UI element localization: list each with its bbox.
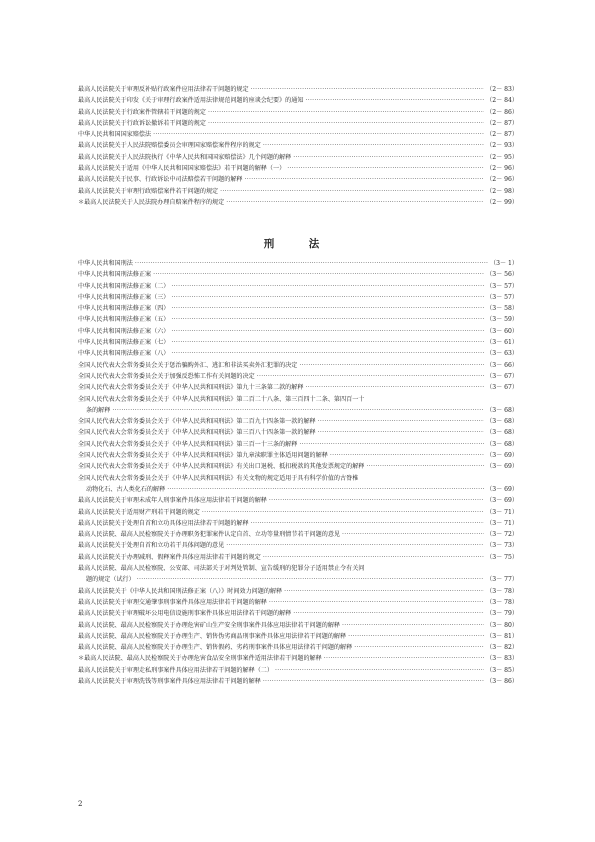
dot-leader — [171, 348, 484, 359]
toc-entry-page: （3－ 63） — [486, 350, 518, 358]
toc-entry[interactable] — [78, 382, 518, 393]
toc-entry-page: （3－ 82） — [486, 644, 518, 652]
toc-entry-title: 中华人民共和国刑法修正案（五） — [78, 316, 170, 324]
toc-entry-page: （3－ 58） — [486, 305, 518, 313]
dot-leader — [293, 608, 484, 619]
toc-entry[interactable] — [78, 507, 518, 518]
page-number: 2 — [78, 800, 83, 808]
toc-entry[interactable] — [78, 608, 518, 619]
toc-entry-title: ＊最高人民法院关于人民法院办理自赔案件程序的规定 — [78, 198, 225, 206]
toc-entry-title: 中华人民共和国刑法修正案（六） — [78, 327, 170, 335]
toc-entry-title: 中华人民共和国刑法修正案 — [78, 271, 152, 279]
toc-entry-page: （3－ 56） — [486, 271, 518, 279]
toc-entry-title: 最高人民法院关于适用财产刑若干问题的规定 — [78, 508, 200, 516]
toc-entry-title-continued: 题的规定（试行） — [86, 576, 135, 584]
toc-entry-title: 最高人民法院关于人民法院赔偿委员会审理国家赔偿案件程序的规定 — [78, 142, 261, 150]
toc-entry-title: 最高人民法院、最高人民检察院关于办理生产、销售假药、劣药刑事案件具体应用法律若干问题的解释 — [78, 644, 353, 652]
toc-entry[interactable] — [78, 84, 518, 95]
section-title-criminal-law: 刑 法 — [263, 238, 332, 250]
dot-leader — [318, 416, 484, 427]
toc-entry-page: （3－ 71） — [486, 519, 518, 527]
toc-entry-title: 最高人民法院关于人民法院执行《中华人民共和国国家赔偿法》几个问题的解释 — [78, 153, 292, 161]
toc-entry-page: （3－ 57） — [486, 293, 518, 301]
toc-entry-page: （3－ 72） — [486, 531, 518, 539]
toc-entry[interactable] — [78, 540, 518, 551]
toc-entry-title: 全国人民代表大会常务委员会关于《中华人民共和国刑法》第九章渎职罪主体适用问题的解释 — [78, 452, 328, 460]
dot-leader — [171, 292, 484, 303]
dot-leader — [226, 197, 484, 208]
toc-entry-title: 全国人民代表大会常务委员会关于《中华人民共和国刑法》第二百九十四条第一款的解释 — [78, 418, 316, 426]
toc-entry-title: 最高人民法院关于审理破坏公用电信设施刑事案件具体应用法律若干问题的解释 — [78, 610, 292, 618]
toc-entry[interactable] — [78, 586, 518, 597]
toc-entry-title: 中华人民共和国国家赔偿法 — [78, 131, 152, 139]
toc-entry-page: （3－ 1） — [490, 260, 518, 267]
dot-leader — [324, 653, 484, 664]
toc-entry[interactable] — [78, 620, 518, 631]
toc-entry-page: （3－ 81） — [486, 632, 518, 640]
toc-entry[interactable] — [78, 574, 518, 585]
dot-leader — [112, 405, 484, 416]
dot-leader — [208, 107, 484, 118]
dot-leader — [135, 258, 488, 269]
dot-leader — [348, 631, 484, 642]
toc-entry-title: 最高人民法院关于审理洗钱等刑事案件具体应用法律若干问题的解释 — [78, 677, 261, 685]
toc-entry[interactable] — [78, 95, 518, 106]
toc-entry-page: （3－ 77） — [486, 576, 518, 584]
toc-entry-page: （2－ 96） — [486, 176, 518, 184]
toc-entry[interactable] — [78, 348, 518, 359]
toc-entry[interactable] — [78, 653, 518, 664]
toc-entry-page: （2－ 95） — [486, 153, 518, 161]
toc-entry-title: 最高人民法院关于审理行政赔偿案件若干问题的规定 — [78, 187, 219, 195]
toc-entry[interactable] — [78, 174, 518, 185]
toc-entry[interactable] — [78, 665, 518, 676]
toc-entry-title: 中华人民共和国刑法 — [78, 260, 133, 267]
toc-entry-page: （3－ 78） — [486, 598, 518, 606]
toc-entry-title: 最高人民法院关于《中华人民共和国刑法修正案（八）》时间效力问题的解释 — [78, 587, 283, 595]
dot-leader — [137, 574, 484, 585]
toc-entry-title: 最高人民法院关于适用《中华人民共和国国家赔偿法》若干问题的解释（一） — [78, 165, 286, 173]
dot-leader — [305, 95, 484, 106]
toc-entry-title: 最高人民法院关于印发《关于审理行政案件适用法律规范问题的座谈会纪要》的通知 — [78, 97, 304, 105]
toc-entry[interactable] — [78, 360, 518, 371]
toc-entry-title: 最高人民法院关于审理未成年人刑事案件具体应用法律若干问题的解释 — [78, 497, 267, 505]
toc-entry[interactable] — [78, 484, 518, 495]
toc-entry-page: （3－ 83） — [486, 655, 518, 663]
toc-entry-page: （3－ 68） — [486, 440, 518, 448]
toc-entry-title: 中华人民共和国刑法修正案（二） — [78, 282, 170, 290]
toc-entry-title: 最高人民法院、最高人民检察院关于办理职务犯罪案件认定自首、立功等量刑情节若干问题的意见 — [78, 531, 341, 539]
toc-entry-page: （3－ 57） — [486, 282, 518, 290]
toc-entry[interactable] — [78, 163, 518, 174]
toc-entry-page: （3－ 59） — [486, 316, 518, 324]
toc-entry[interactable] — [78, 292, 518, 303]
dot-leader — [171, 314, 484, 325]
toc-entry[interactable] — [78, 495, 518, 506]
toc-entry-title: 最高人民法院关于审理反补贴行政案件应用法律若干问题的规定 — [78, 86, 249, 93]
toc-entry[interactable] — [78, 281, 518, 292]
toc-entry[interactable] — [78, 416, 518, 427]
dot-leader — [226, 540, 484, 551]
dot-leader — [153, 269, 484, 280]
toc-entry-page: （3－ 69） — [486, 452, 518, 460]
toc-entry-title: 最高人民法院、最高人民检察院关于办理生产、销售伪劣商品刑事案件具体应用法律若干问题的解释 — [78, 632, 347, 640]
dot-leader — [299, 360, 484, 371]
toc-entry-title: 最高人民法院、最高人民检察院、公安部、司法部关于对判处管制、宣告缓刑的犯罪分子适用禁止令有关问 — [78, 565, 365, 573]
toc-entry[interactable] — [78, 107, 518, 118]
toc-entry-page: （2－ 99） — [486, 198, 518, 206]
toc-entry-page: （2－ 84） — [486, 97, 518, 105]
toc-entry-page: （2－ 83） — [486, 86, 518, 93]
toc-entry-page: （3－ 73） — [486, 542, 518, 550]
dot-leader — [251, 84, 485, 95]
toc-entry-title: 中华人民共和国刑法修正案（七） — [78, 339, 170, 347]
toc-entry-page: （3－ 86） — [486, 677, 518, 685]
toc-entry[interactable] — [78, 597, 518, 608]
dot-leader — [269, 597, 484, 608]
toc-entry[interactable] — [78, 129, 518, 140]
toc-entry-line — [78, 394, 518, 405]
toc-entry-page: （3－ 68） — [486, 418, 518, 426]
toc-entry-line — [78, 563, 518, 574]
toc-entry-page: （2－ 86） — [486, 108, 518, 116]
toc-entry-title: 最高人民法院关于民事、行政诉讼中司法赔偿若干问题的解释 — [78, 176, 243, 184]
dot-leader — [269, 495, 484, 506]
dot-leader — [366, 461, 484, 472]
toc-entry-page: （3－ 68） — [486, 406, 518, 414]
dot-leader — [342, 620, 484, 631]
dot-leader — [245, 174, 485, 185]
toc-entry-title: 最高人民法院关于行政诉讼撤诉若干问题的规定 — [78, 119, 206, 127]
dot-leader — [263, 552, 484, 563]
toc-entry[interactable] — [78, 642, 518, 653]
toc-entry[interactable] — [78, 371, 518, 382]
dot-leader — [263, 140, 484, 151]
dot-leader — [171, 281, 484, 292]
dot-leader — [257, 371, 484, 382]
dot-leader — [167, 484, 484, 495]
toc-entry[interactable] — [78, 439, 518, 450]
dot-leader — [293, 152, 484, 163]
dot-leader — [208, 118, 484, 129]
toc-entry-page: （3－ 69） — [486, 485, 518, 493]
toc-entry[interactable] — [78, 631, 518, 642]
toc-entry-title: 中华人民共和国刑法修正案（四） — [78, 305, 170, 313]
toc-entry-page: （3－ 79） — [486, 610, 518, 618]
toc-entry[interactable] — [78, 140, 518, 151]
toc-entry-title: 最高人民法院关于处理自首和立功若干具体问题的意见 — [78, 542, 225, 550]
dot-leader — [220, 186, 484, 197]
toc-entry-title-continued: 动物化石、古人类化石的解释 — [86, 485, 166, 493]
toc-entry-title: 最高人民法院、最高人民检察院关于办理危害矿山生产安全刑事案件具体应用法律若干问题的解释 — [78, 621, 341, 629]
toc-entry-page: （2－ 87） — [486, 119, 518, 127]
toc-entry-page: （3－ 85） — [486, 666, 518, 674]
toc-entry[interactable] — [78, 258, 518, 269]
toc-entry-page: （3－ 67） — [486, 372, 518, 380]
dot-leader — [299, 439, 484, 450]
toc-entry-title-continued: 条的解释 — [86, 406, 111, 414]
dot-leader — [251, 518, 485, 529]
toc-entry-page: （3－ 75） — [486, 553, 518, 561]
toc-entry-page: （3－ 71） — [486, 508, 518, 516]
toc-entry-title: 全国人民代表大会常务委员会关于《中华人民共和国刑法》第三百八十四条第一款的解释 — [78, 429, 316, 437]
toc-entry-title: 最高人民法院关于行政案件管辖若干问题的规定 — [78, 108, 206, 116]
toc-entry[interactable] — [78, 337, 518, 348]
toc-entry-title: 全国人民代表大会常务委员会关于《中华人民共和国刑法》第九十三条第二款的解释 — [78, 384, 304, 392]
toc-entry[interactable] — [78, 518, 518, 529]
toc-entry-page: （3－ 61） — [486, 339, 518, 347]
toc-entry[interactable] — [78, 197, 518, 208]
toc-entry[interactable] — [78, 314, 518, 325]
toc-entry[interactable] — [78, 152, 518, 163]
toc-entry-page: （2－ 93） — [486, 142, 518, 150]
toc-entry-title: 最高人民法院关于处理自首和立功具体应用法律若干问题的解释 — [78, 519, 249, 527]
toc-entry-page: （3－ 80） — [486, 621, 518, 629]
toc-entry-page: （3－ 60） — [486, 327, 518, 335]
toc-entry[interactable] — [78, 552, 518, 563]
toc-entry[interactable] — [78, 676, 518, 687]
toc-entry-page: （2－ 98） — [486, 187, 518, 195]
toc-entry-page: （2－ 96） — [486, 165, 518, 173]
toc-entry-title: 全国人民代表大会常务委员会关于惩治骗购外汇、逃汇和非法买卖外汇犯罪的决定 — [78, 361, 298, 369]
dot-leader — [171, 326, 484, 337]
toc-entry-title: 全国人民代表大会常务委员会关于《中华人民共和国刑法》有关文物的规定适用于具有科学价值的古脊椎 — [78, 474, 359, 482]
dot-leader — [275, 665, 484, 676]
toc-entry[interactable] — [78, 405, 518, 416]
toc-entry[interactable] — [78, 461, 518, 472]
dot-leader — [263, 676, 484, 687]
toc-entry-page: （2－ 87） — [486, 131, 518, 139]
toc-entry-title: 全国人民代表大会常务委员会关于《中华人民共和国刑法》第二百二十八条、第三百四十二条、第四百一十 — [78, 395, 365, 403]
toc-entry-page: （3－ 69） — [486, 497, 518, 505]
toc-entry-page: （3－ 68） — [486, 429, 518, 437]
toc-entry[interactable] — [78, 326, 518, 337]
toc-entry-title: 中华人民共和国刑法修正案（八） — [78, 350, 170, 358]
toc-entry-title: 最高人民法院关于办理减刑、假释案件具体应用法律若干问题的规定 — [78, 553, 261, 561]
toc-entry-title: 最高人民法院关于审理交通肇事刑事案件具体应用法律若干问题的解释 — [78, 598, 267, 606]
dot-leader — [354, 642, 484, 653]
dot-leader — [202, 507, 484, 518]
toc-entry[interactable] — [78, 269, 518, 280]
toc-entry-title: 全国人民代表大会常务委员会关于《中华人民共和国刑法》第三百一十三条的解释 — [78, 440, 298, 448]
dot-leader — [153, 129, 484, 140]
toc-entry[interactable] — [78, 303, 518, 314]
toc-entry[interactable] — [78, 450, 518, 461]
dot-leader — [318, 427, 484, 438]
toc-entry-title: 中华人民共和国刑法修正案（三） — [78, 293, 170, 301]
toc-entry[interactable] — [78, 186, 518, 197]
toc-list-administrative — [78, 84, 518, 208]
toc-entry-page: （3－ 67） — [486, 384, 518, 392]
toc-entry-title: 全国人民代表大会常务委员会关于《中华人民共和国刑法》有关出口退税、抵扣税款的其他发票规定的解释 — [78, 463, 365, 471]
dot-leader — [305, 382, 484, 393]
dot-leader — [284, 586, 484, 597]
dot-leader — [287, 163, 484, 174]
dot-leader — [171, 303, 484, 314]
toc-entry-title: 最高人民法院关于审理走私刑事案件具体应用法律若干问题的解释（二） — [78, 666, 273, 674]
dot-leader — [330, 450, 484, 461]
toc-entry[interactable] — [78, 529, 518, 540]
toc-entry[interactable] — [78, 118, 518, 129]
toc-entry-title: ＊最高人民法院、最高人民检察院关于办理危害食品安全刑事案件适用法律若干问题的解释 — [78, 655, 322, 663]
toc-entry-page: （3－ 69） — [486, 463, 518, 471]
dot-leader — [342, 529, 484, 540]
toc-entry-page: （3－ 78） — [486, 587, 518, 595]
dot-leader — [171, 337, 484, 348]
toc-list-criminal-law — [78, 258, 518, 687]
toc-entry-line — [78, 473, 518, 484]
toc-entry[interactable] — [78, 427, 518, 438]
toc-entry-title: 全国人民代表大会常务委员会关于加强反恐怖工作有关问题的决定 — [78, 372, 255, 380]
toc-entry-page: （3－ 66） — [486, 361, 518, 369]
